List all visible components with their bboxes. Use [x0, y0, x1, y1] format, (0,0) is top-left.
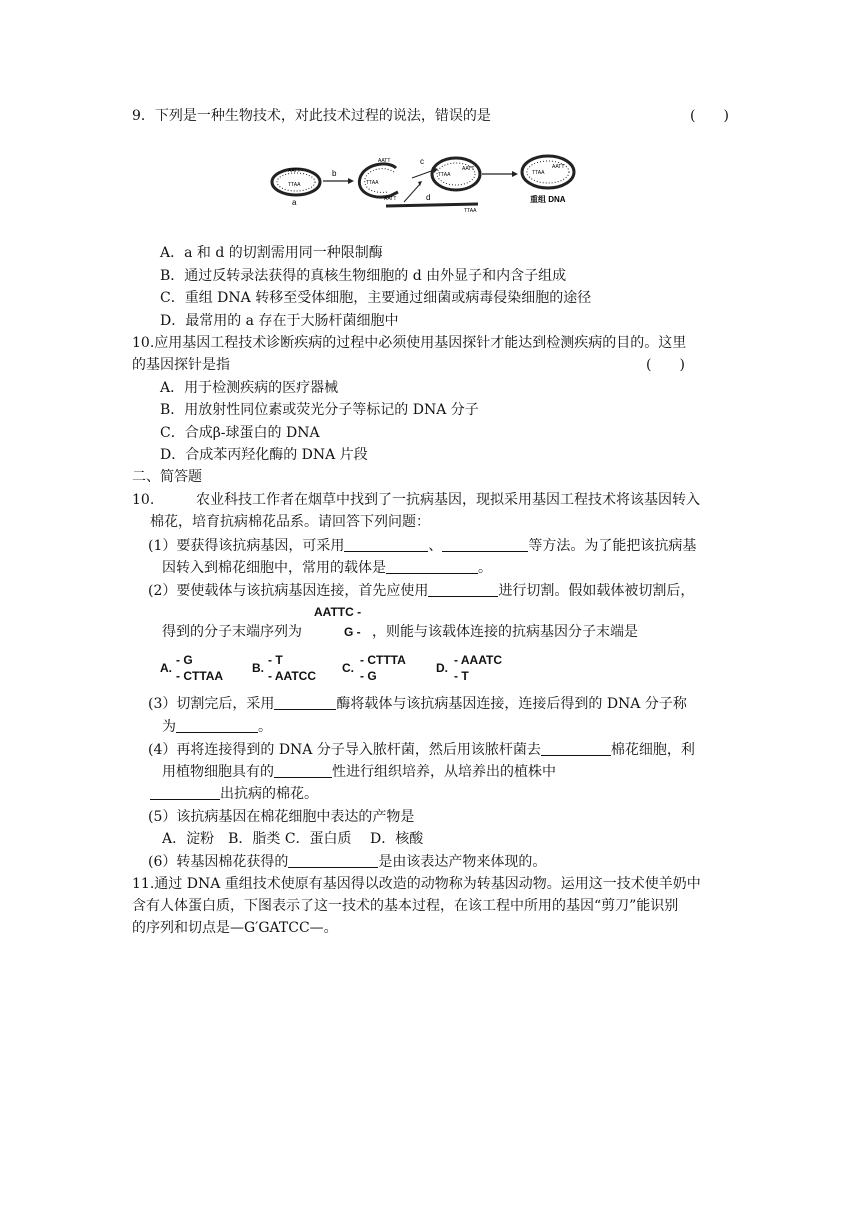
intermediate-ring — [432, 158, 480, 190]
svg-text:AATT: AATT — [462, 166, 475, 172]
blank-4[interactable] — [428, 582, 498, 597]
blank-1[interactable] — [344, 537, 428, 552]
q10-option-c: C．合成β-球蛋白的 DNA — [160, 425, 320, 441]
svg-text:AATT: AATT — [378, 158, 391, 164]
q10b-part1-cont: 因转入到棉花细胞中，常用的载体是 。 — [162, 560, 492, 576]
q10b-part2-cont: 得到的分子末端序列为 — [162, 624, 302, 640]
blank-9[interactable] — [150, 785, 220, 800]
q10b-part6: (6）转基因棉花获得的 是由该表达产物来体现的。 — [148, 854, 547, 870]
blank-2[interactable] — [442, 537, 528, 552]
blank-3[interactable] — [386, 559, 478, 574]
q10-answer-paren: ( ) — [646, 357, 685, 373]
q9-option-d: D．最常用的 a 存在于大肠杆菌细胞中 — [160, 313, 399, 329]
q11-line1: 11.通过 DNA 重组技术使原有基因得以改造的动物称为转基因动物。运用这一技术使羊奶中 — [132, 876, 701, 892]
blank-5[interactable] — [274, 695, 336, 710]
section-heading: 二、简答题 — [132, 469, 202, 485]
choice-c-bottom: - G — [360, 669, 377, 683]
choice-b-letter[interactable]: B. — [252, 661, 264, 675]
svg-text:AATT: AATT — [384, 196, 397, 202]
q10-line1: 10.应用基因工程技术诊断疾病的过程中必须使用基因探针才能达到检测疾病的目的。这里 — [132, 335, 687, 351]
q10b-part2-end: ，则能与该载体连接的抗病基因分子末端是 — [372, 624, 638, 640]
q10-option-d: D．合成苯丙羟化酶的 DNA 片段 — [160, 447, 368, 463]
choice-d-top: - AAATC — [454, 653, 502, 667]
q11-line2: 含有人体蛋白质，下图表示了这一技术的基本过程，在该工程中所用的基因“剪刀”能识别 — [132, 898, 679, 914]
q9-option-a: A．a 和 d 的切割需用同一种限制酶 — [160, 245, 383, 261]
q10b-line2: 棉花，培育抗病棉花品系。请回答下列问题： — [150, 514, 430, 530]
svg-text:AATT: AATT — [288, 168, 301, 174]
opened-plasmid — [359, 158, 398, 197]
q10-option-b: B．用放射性同位素或荧光分子等标记的 DNA 分子 — [160, 402, 479, 418]
choice-d-bottom: - T — [454, 669, 469, 683]
fragment-d — [384, 181, 478, 214]
q9-option-c: C．重组 DNA 转移至受体细胞，主要通过细菌或病毒侵染细胞的途径 — [160, 290, 592, 306]
q10b-part5: (5）该抗病基因在棉花细胞中表达的产物是 — [148, 809, 415, 825]
q9-option-b: B．通过反转录法获得的真核生物细胞的 d 由外显子和内含子组成 — [160, 268, 567, 284]
svg-text:TTAA: TTAA — [438, 172, 451, 178]
svg-text:重组 DNA: 重组 DNA — [530, 195, 566, 204]
blank-6[interactable] — [176, 718, 258, 733]
svg-text:d: d — [426, 193, 431, 202]
choice-d-letter[interactable]: D. — [436, 661, 448, 675]
q10b-part4-cont: 用植物细胞具有的 性进行组织培养，从培养出的植株中 — [162, 764, 556, 780]
choice-c-top: - CTTTA — [360, 653, 406, 667]
choice-a-top: - G — [176, 653, 193, 667]
plasmid-a — [272, 168, 320, 207]
choice-b-bottom: - AATCC — [268, 669, 316, 683]
q10-line2: 的基因探针是指 — [132, 357, 230, 373]
choice-a-letter[interactable]: A. — [160, 661, 172, 675]
q11-line3: 的序列和切点是—G′GATCC—。 — [132, 920, 338, 936]
q10b-part4-end: 出抗病的棉花。 — [150, 784, 318, 804]
q10b-part2: (2）要使载体与该抗病基因连接，首先应使用 进行切割。假如载体被切割后， — [148, 583, 695, 599]
blank-8[interactable] — [274, 763, 332, 778]
svg-text:TTAA: TTAA — [464, 208, 477, 214]
recombinant-dna — [522, 156, 574, 204]
choice-a-bottom: - CTTAA — [176, 669, 224, 683]
svg-text:a: a — [292, 198, 297, 207]
q9-answer-paren: ( ) — [690, 108, 729, 124]
q10b-part4: (4）再将连接得到的 DNA 分子导入脓杆菌，然后用该脓杆菌去 棉花细胞，利 — [148, 742, 695, 758]
choice-c-letter[interactable]: C. — [342, 661, 354, 675]
svg-text:TTAA: TTAA — [532, 170, 545, 176]
end-seq-top: AATTC - — [314, 605, 362, 619]
q9-diagram — [268, 148, 588, 218]
svg-text:AATT: AATT — [552, 164, 565, 170]
q10b-line1: 农业科技工作者在烟草中找到了一抗病基因，现拟采用基因工程技术将该基因转入 — [196, 492, 700, 508]
label-b: b — [332, 169, 337, 178]
end-seq-bottom: G - — [344, 625, 361, 639]
svg-text:TTAA: TTAA — [366, 180, 379, 186]
q10b-part1: (1）要获得该抗病基因，可采用 、 等方法。为了能把该抗病基 — [148, 538, 697, 554]
blank-10[interactable] — [288, 853, 378, 868]
q10b-part3-cont: 为 。 — [162, 719, 272, 735]
label-c: c — [420, 157, 424, 166]
choice-b-top: - T — [268, 653, 283, 667]
q9-stem: 9．下列是一种生物技术，对此技术过程的说法，错误的是 — [132, 108, 491, 124]
svg-text:TTAA: TTAA — [288, 182, 301, 188]
q10b-part3: (3）切割完后，采用 酶将载体与该抗病基因连接，连接后得到的 DNA 分子称 — [148, 696, 687, 712]
q10b-part5-options: A．淀粉 B．脂类 C．蛋白质 D．核酸 — [162, 831, 424, 847]
q10-option-a: A．用于检测疾病的医疗器械 — [160, 380, 339, 396]
blank-7[interactable] — [541, 741, 611, 756]
q10b-number: 10. — [132, 492, 155, 508]
